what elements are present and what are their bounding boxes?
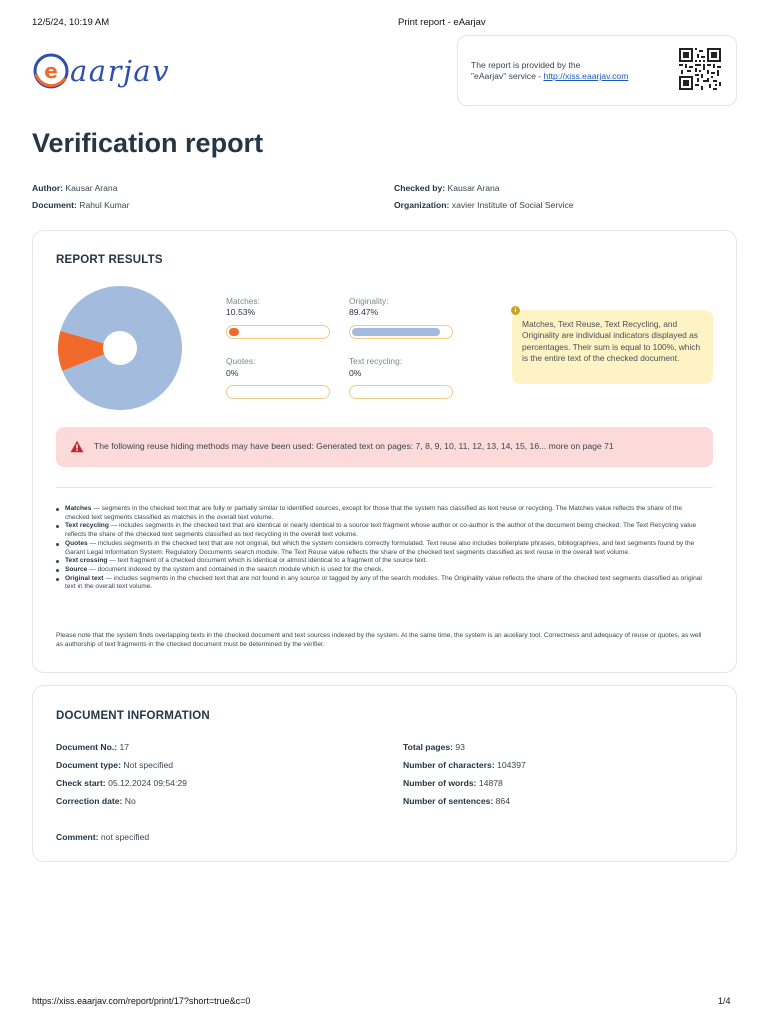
metric-originality-bar-fill (352, 328, 440, 336)
definition-item (56, 522, 708, 539)
doc-field-document-type (56, 760, 173, 770)
metric-quotes-bar (226, 385, 330, 399)
doc-field-check-start (56, 778, 187, 788)
metric-originality-value: 89.47% (349, 307, 379, 317)
meta-checked-by-label: Checked by: (394, 183, 446, 193)
definition-text: — segments in the checked text that are fully or partially similar to identified sources, except for those that the system has classified as text reuse or recycling. The Matches value reflects the share of the checked text segments classified as matches in the overall text volume. (65, 505, 683, 521)
definition-item (56, 540, 708, 557)
metric-matches-bar-fill (229, 328, 239, 336)
metric-matches-bar (226, 325, 330, 339)
definition-item (56, 557, 708, 566)
doc-field-comment (56, 832, 149, 842)
definition-text: — text fragment of a checked document which is identical or almost identical to a fragment of the source text. (107, 557, 428, 565)
definition-term: Text recycling (65, 522, 109, 530)
doc-field-label: Document No.: (56, 742, 118, 752)
qr-code-icon (679, 48, 721, 90)
doc-field-value: 14878 (478, 778, 503, 788)
doc-field-number-of-characters (403, 760, 526, 770)
info-note-box (512, 310, 713, 384)
metric-originality-bar (349, 325, 453, 339)
eaarjav-logo (32, 52, 172, 92)
meta-organization-value: xavier Institute of Social Service (451, 200, 574, 210)
provider-box (457, 35, 737, 106)
doc-field-label: Number of characters: (403, 760, 495, 770)
print-page-title: Print report - eAarjav (398, 17, 486, 28)
print-datetime: 12/5/24, 10:19 AM (32, 17, 110, 28)
doc-field-label: Total pages: (403, 742, 453, 752)
reuse-hiding-alert (56, 427, 713, 467)
print-footer-url: https://xiss.eaarjav.com/report/print/17?short=true&c=0 (32, 996, 251, 1006)
results-pie-chart (54, 286, 186, 410)
document-information-heading: DOCUMENT INFORMATION (56, 710, 210, 722)
logo-e-icon (32, 52, 70, 90)
definition-text: — includes segments in the checked text that are identical or nearly identical to a source text fragment whose author or co-author is the author of the document being checked. The Text Recycling value reflects the share of the checked text segments classified as text recycling in the overall text volume. (65, 522, 697, 539)
meta-author-value: Kausar Arana (65, 183, 118, 193)
definition-item (56, 575, 708, 592)
doc-field-label: Number of words: (403, 778, 477, 788)
metric-quotes-value: 0% (226, 368, 239, 378)
info-note-text: Matches, Text Reuse, Text Recycling, and Originality are individual indicators displayed as percentages. Their sum is equal to 100%, which is the entire text of the checked document. (522, 319, 701, 364)
definition-text: — includes segments in the checked text that are not found in any source or tagged by any of the search modules. The Originality value reflects the share of the checked text segments classified as original text in the overall text volume. (65, 574, 702, 591)
doc-field-value: 05.12.2024 09:54:29 (108, 778, 187, 788)
doc-field-label: Document type: (56, 760, 121, 770)
page-title: Verification report (32, 128, 264, 158)
meta-author (32, 183, 118, 193)
print-footer-page: 1/4 (718, 996, 731, 1006)
reuse-hiding-alert-text: The following reuse hiding methods may have been used: Generated text on pages: 7, 8, 9, 10, 11, 12, 13, 14, 15, 16... more on page 71 (94, 441, 614, 451)
definition-item (56, 566, 708, 575)
meta-author-label: Author: (32, 183, 64, 193)
definitions-list (56, 505, 708, 592)
definition-text: — document indexed by the system and contained in the search module which is used for the check. (87, 565, 384, 573)
metric-originality-label: Originality: (349, 296, 389, 306)
doc-field-number-of-sentences (403, 796, 510, 806)
provider-text (471, 60, 671, 82)
report-results-heading: REPORT RESULTS (56, 254, 163, 266)
doc-field-value: Not specified (123, 760, 174, 770)
meta-document-value: Rahul Kumar (79, 200, 130, 210)
provider-text-line1: The report is provided by the (471, 60, 581, 70)
meta-organization-label: Organization: (394, 200, 450, 210)
definition-term: Source (65, 565, 88, 573)
info-icon: i (511, 306, 520, 315)
doc-field-value: 864 (495, 796, 510, 806)
doc-field-value: 104397 (497, 760, 526, 770)
metric-text-recycling-bar (349, 385, 453, 399)
metric-quotes-label: Quotes: (226, 356, 256, 366)
provider-link[interactable]: http://xiss.eaarjav.com (543, 71, 629, 81)
doc-field-label: Check start: (56, 778, 106, 788)
doc-field-label: Number of sentences: (403, 796, 494, 806)
doc-field-label: Comment: (56, 832, 99, 842)
definition-text: — includes segments in the checked text that are not original, but which the system considers correctly formulated. Text reuse also includes boilerplate phrases, bibliographies, and text segments found by the Garant Legal Information System: Regulatory Documents search module. The Text Reuse value reflects the share of the checked text segments classified as text reuse in the overall text volume. (65, 539, 695, 556)
warning-icon (70, 440, 84, 453)
meta-organization (394, 200, 574, 210)
metric-matches-label: Matches: (226, 296, 260, 306)
provider-text-line2: "eAarjav" service - (471, 71, 544, 81)
definition-term: Original text (65, 574, 104, 582)
meta-checked-by-value: Kausar Arana (447, 183, 500, 193)
doc-field-value: 93 (455, 742, 465, 752)
meta-checked-by (394, 183, 500, 193)
results-divider (56, 487, 713, 488)
doc-field-label: Correction date: (56, 796, 123, 806)
logo-text: aarjav (70, 54, 171, 88)
meta-document (32, 200, 129, 210)
doc-field-total-pages (403, 742, 465, 752)
metric-matches-value: 10.53% (226, 307, 256, 317)
doc-field-value: not specified (100, 832, 150, 842)
doc-field-document-no (56, 742, 129, 752)
definition-term: Quotes (65, 539, 88, 547)
doc-field-value: 17 (119, 742, 130, 752)
definition-term: Text crossing (65, 557, 108, 565)
logo-letter: e (44, 59, 58, 83)
verifier-note: Please note that the system finds overlapping texts in the checked document and text sources indexed by the system. At the same time, the system is an auxiliary tool. Correctness and adequacy of reuse or quotes, as well as authorship of text fragments in the checked document must be determined by the verifier. (56, 632, 702, 648)
definition-item (56, 505, 708, 522)
doc-field-value: No (124, 796, 136, 806)
meta-document-label: Document: (32, 200, 77, 210)
metric-text-recycling-value: 0% (349, 368, 362, 378)
doc-field-correction-date (56, 796, 136, 806)
definition-term: Matches (65, 505, 92, 512)
doc-field-number-of-words (403, 778, 503, 788)
metric-text-recycling-label: Text recycling: (349, 356, 403, 366)
